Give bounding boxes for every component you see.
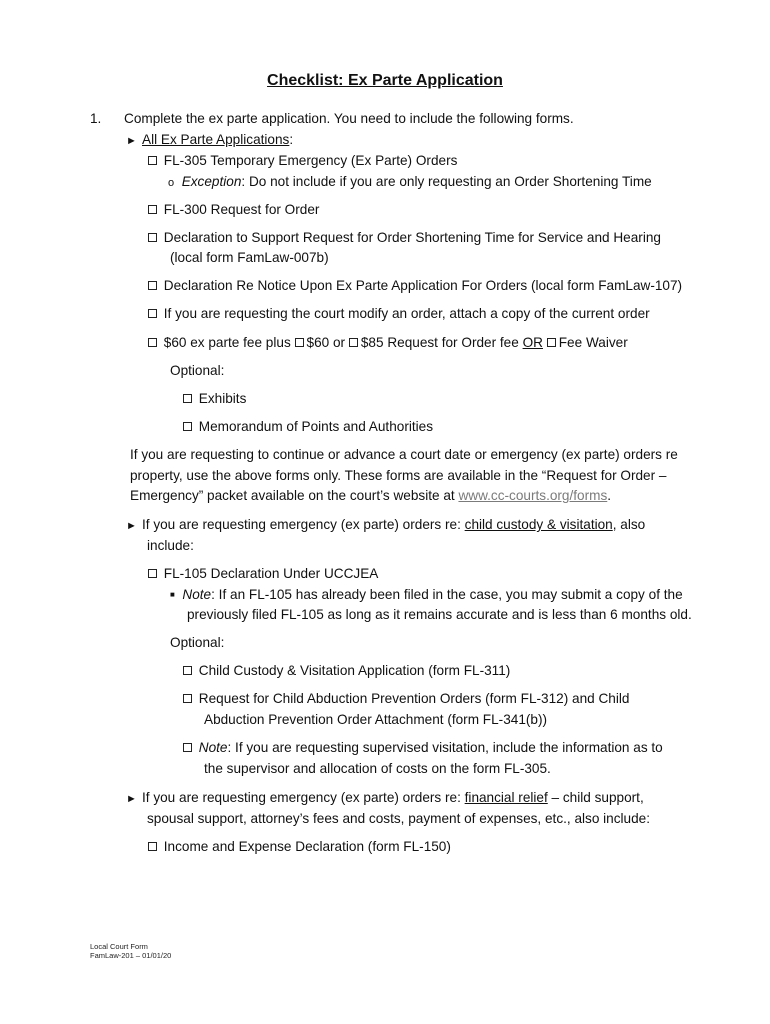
checkbox[interactable] xyxy=(148,205,157,214)
checklist-item-fl105[interactable]: FL-105 Declaration Under UCCJEA xyxy=(148,565,378,583)
optional-item-fl312[interactable]: Request for Child Abduction Prevention Orders (form FL-312) and Child xyxy=(183,690,629,708)
square-bullet-icon: ■ xyxy=(170,590,175,599)
supervised-note-line2: the supervisor and allocation of costs on the form FL-305. xyxy=(204,761,551,776)
checklist-item-notice[interactable]: Declaration Re Notice Upon Ex Parte Application For Orders (local form FamLaw-107) xyxy=(148,277,682,295)
financial-intro-line2: spousal support, attorney’s fees and costs, payment of expenses, etc., also include: xyxy=(147,811,651,826)
checkbox[interactable] xyxy=(349,338,358,347)
checkbox[interactable] xyxy=(295,338,304,347)
item-number: 1. xyxy=(90,111,102,126)
fl105-note-line2: previously filed FL-105 as long as it remains accurate and is less than 6 months old. xyxy=(187,607,692,622)
arrow-right-icon: ► xyxy=(126,520,137,532)
checkbox[interactable] xyxy=(148,233,157,242)
arrow-right-icon: ► xyxy=(126,793,137,805)
custody-intro: ► If you are requesting emergency (ex parte) orders re: child custody & visitation, also xyxy=(126,516,645,535)
optional-item-memorandum[interactable]: Memorandum of Points and Authorities xyxy=(183,418,433,436)
checklist-item-modify[interactable]: If you are requesting the court modify an order, attach a copy of the current order xyxy=(148,305,650,323)
checklist-item-fees[interactable]: $60 ex parte fee plus $60 or $85 Request for Order fee OR Fee Waiver xyxy=(148,334,628,352)
court-website-link[interactable]: www.cc-courts.org/forms xyxy=(458,488,608,503)
arrow-right-icon: ► xyxy=(126,135,137,147)
checkbox[interactable] xyxy=(183,694,192,703)
checklist-item-fl305[interactable]: FL-305 Temporary Emergency (Ex Parte) Orders xyxy=(148,152,457,170)
item-1-text: Complete the ex parte application. You need to include the following forms. xyxy=(124,111,574,126)
financial-intro: ► If you are requesting emergency (ex parte) orders re: financial relief – child support, xyxy=(126,789,644,808)
circle-bullet-icon: o xyxy=(168,177,175,189)
page-title: Checklist: Ex Parte Application xyxy=(267,72,503,89)
optional-item-supervised-note[interactable]: Note: If you are requesting supervised visitation, include the information as to xyxy=(183,739,663,757)
checkbox[interactable] xyxy=(148,569,157,578)
checkbox[interactable] xyxy=(547,338,556,347)
checkbox[interactable] xyxy=(148,338,157,347)
footer-line2: FamLaw-201 – 01/01/20 xyxy=(90,951,172,960)
custody-intro-line2: include: xyxy=(147,538,194,553)
checkbox[interactable] xyxy=(148,842,157,851)
continue-para-line1: If you are requesting to continue or advance a court date or emergency (ex parte) orders re xyxy=(130,447,678,462)
checkbox[interactable] xyxy=(183,394,192,403)
custody-optional-label: Optional: xyxy=(170,635,225,650)
checkbox[interactable] xyxy=(148,156,157,165)
declaration-ost-line2: (local form FamLaw-007b) xyxy=(170,250,329,265)
checklist-item-declaration-ost[interactable]: Declaration to Support Request for Order Shortening Time for Service and Hearing xyxy=(148,229,661,247)
optional-item-exhibits[interactable]: Exhibits xyxy=(183,390,246,408)
checkbox[interactable] xyxy=(183,666,192,675)
checkbox[interactable] xyxy=(148,281,157,290)
all-apps-heading: ► All Ex Parte Applications: xyxy=(126,131,293,150)
checkbox[interactable] xyxy=(183,743,192,752)
fl105-note: ■ Note: If an FL-105 has already been filed in the case, you may submit a copy of the xyxy=(170,587,683,602)
checkbox[interactable] xyxy=(183,422,192,431)
continue-para-line3: Emergency” packet available on the court’s website at www.cc-courts.org/forms. xyxy=(130,488,612,503)
checkbox[interactable] xyxy=(148,309,157,318)
optional-item-fl312-line2: Abduction Prevention Order Attachment (form FL-341(b)) xyxy=(204,712,548,727)
optional-label: Optional: xyxy=(170,363,225,378)
checklist-item-fl150[interactable]: Income and Expense Declaration (form FL-150) xyxy=(148,838,451,856)
footer-line1: Local Court Form xyxy=(90,942,148,951)
fl305-exception: o Exception: Do not include if you are only requesting an Order Shortening Time xyxy=(168,174,652,189)
checklist-item-fl300[interactable]: FL-300 Request for Order xyxy=(148,201,319,219)
optional-item-fl311[interactable]: Child Custody & Visitation Application (form FL-311) xyxy=(183,662,510,680)
continue-para-line2: property, use the above forms only. These forms are available in the “Request for Order – xyxy=(130,468,667,483)
